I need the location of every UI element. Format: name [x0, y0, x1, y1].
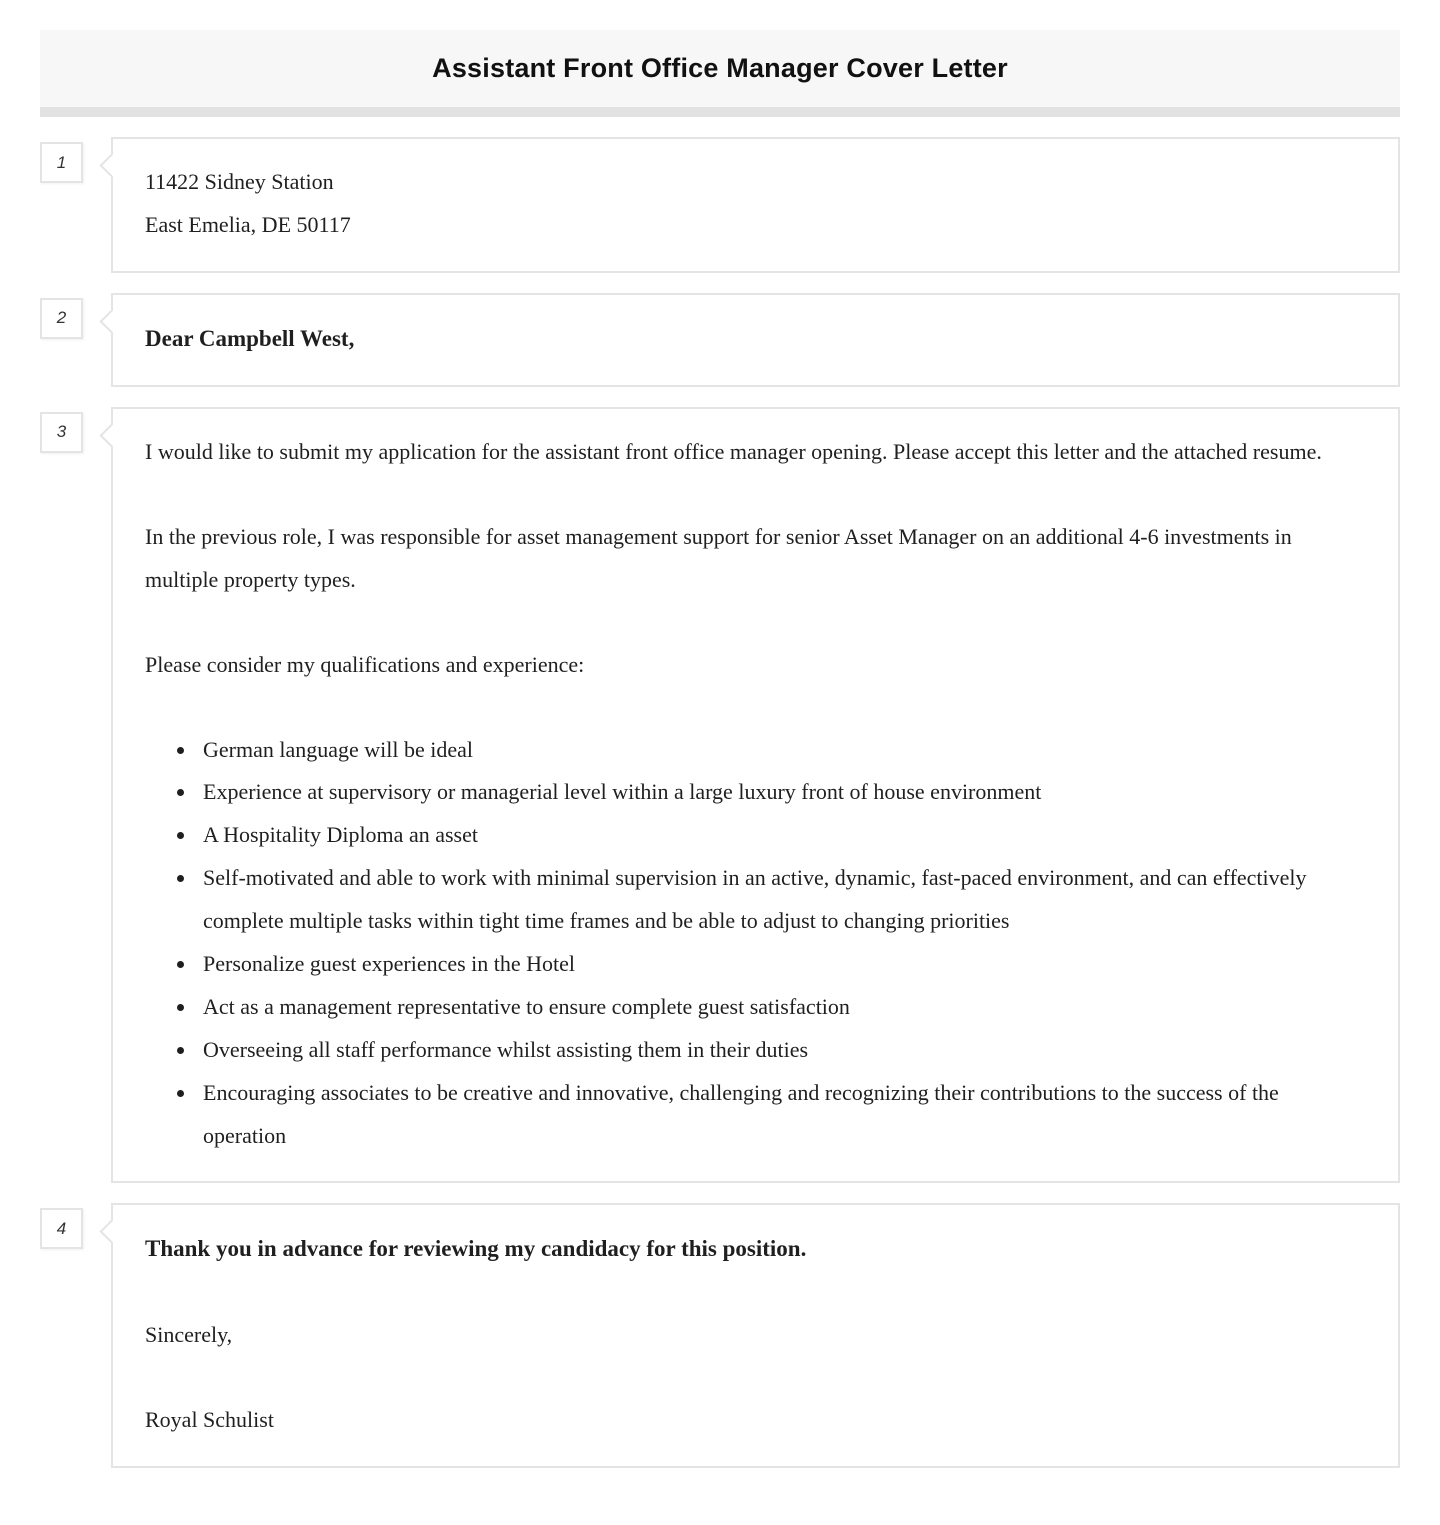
- cover-letter-page: [0, 30, 1440, 1525]
- signoff-text: Sincerely,: [145, 1322, 233, 1348]
- body-box: [111, 407, 1400, 1183]
- qualification-item: • Personalize guest experiences in the Hotel: [197, 943, 1362, 986]
- body-paragraph-2: In the previous role, I was responsible for asset management support for senior Asset Manager on an additional 4-6 investments in multiple property types.: [145, 523, 1292, 592]
- section-salutation: [40, 293, 1400, 387]
- box-notch: [99, 423, 123, 447]
- address-box: [111, 137, 1400, 273]
- qualification-item: • Encouraging associates to be creative and innovative, challenging and recognizing their contributions to the success of the operation: [197, 1072, 1362, 1158]
- qualification-item: • Overseeing all staff performance whilst assisting them in their duties: [197, 1029, 1362, 1072]
- salutation-box: [111, 293, 1400, 387]
- section-closing: [40, 1203, 1400, 1468]
- qualification-item: • Self-motivated and able to work with minimal supervision in an active, dynamic, fast-paced environment, and can effectively complete multiple tasks within tight time frames and be able to adjust to changing priorities: [197, 857, 1362, 943]
- qualification-item: • Experience at supervisory or managerial level within a large luxury front of house environment: [197, 771, 1362, 814]
- page-header-band: [40, 30, 1400, 117]
- page-title: Assistant Front Office Manager Cover Letter: [432, 53, 1008, 83]
- section-number-badge: 1: [40, 142, 83, 183]
- body-paragraph-3: Please consider my qualifications and experience:: [145, 651, 585, 677]
- qualification-item: • A Hospitality Diploma an asset: [197, 814, 1362, 857]
- box-notch: [99, 153, 123, 177]
- section-number-badge: 2: [40, 298, 83, 339]
- address-line-2: East Emelia, DE 50117: [145, 211, 351, 237]
- body-paragraph-1: I would like to submit my application for the assistant front office manager opening. Please accept this letter and the attached resume.: [145, 438, 1322, 464]
- salutation-text: Dear Campbell West,: [145, 325, 355, 351]
- signature-name: Royal Schulist: [145, 1407, 274, 1433]
- qualification-list: [145, 729, 1362, 1158]
- section-body: [40, 407, 1400, 1183]
- qualification-item: • Act as a management representative to ensure complete guest satisfaction: [197, 986, 1362, 1029]
- section-address: [40, 137, 1400, 273]
- address-line-1: 11422 Sidney Station: [145, 169, 334, 194]
- box-notch: [99, 309, 123, 333]
- qualification-item: • German language will be ideal: [197, 729, 1362, 772]
- closing-statement: Thank you in advance for reviewing my candidacy for this position.: [145, 1236, 807, 1262]
- box-notch: [99, 1220, 123, 1244]
- section-number-badge: 3: [40, 412, 83, 453]
- section-number-badge: 4: [40, 1208, 83, 1249]
- closing-box: [111, 1203, 1400, 1468]
